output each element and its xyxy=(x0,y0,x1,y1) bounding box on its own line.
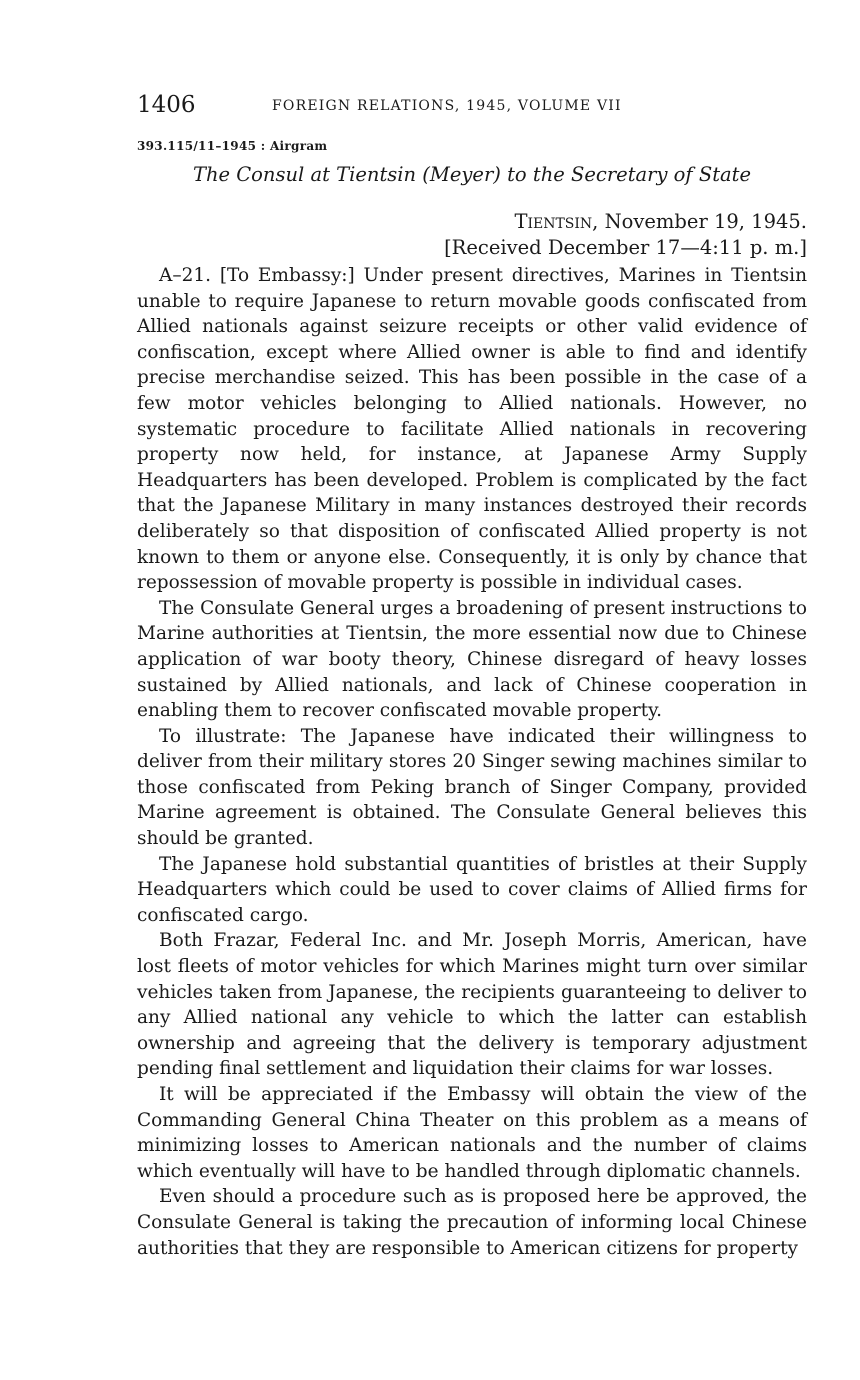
date: , November 19, 1945. xyxy=(592,210,807,233)
paragraph: A–21. [To Embassy:] Under present directives, Marines in Tientsin unable to require Japanese to return movable goods confiscated from Allied nationals against seizure receipts or other valid evidence of confiscation, except where Allied owner is able to find and identify precise merchandise seized. This has been possible in the case of a few motor vehicles belonging to Allied nationals. However, no systematic procedure to facilitate Allied nationals in recovering property now held, for instance, at Japanese Army Supply Headquarters has been developed. Problem is complicated by the fact that the Japanese Military in many instances destroyed their records deliberately so that disposition of confiscated Allied property is not known to them or anyone else. Consequently, it is only by chance that repossession of movable property is possible in individual cases. xyxy=(137,265,807,594)
paragraph: The Japanese hold substantial quantities of bristles at their Supply Headquarters which could be used to cover claims of Allied firms for confiscated cargo. xyxy=(137,853,807,926)
place-date-line xyxy=(137,209,807,235)
received-line: [Received December 17—4:11 p. m.] xyxy=(444,236,807,259)
paragraph: Even should a procedure such as is proposed here be approved, the Consulate General is taking the precaution of informing local Chinese authorities that they are responsible to American citizens for property xyxy=(137,1186,807,1259)
running-head xyxy=(137,92,807,122)
document-title: The Consul at Tientsin (Meyer) to the Secretary of State xyxy=(192,163,752,186)
running-title: FOREIGN RELATIONS, 1945, VOLUME VII xyxy=(272,98,622,114)
page xyxy=(137,92,807,1261)
place: Tientsin xyxy=(514,210,593,233)
page-number: 1406 xyxy=(137,92,196,118)
dateline xyxy=(137,209,807,261)
body-text xyxy=(137,263,807,1261)
paragraph: To illustrate: The Japanese have indicated their willingness to deliver from their military stores 20 Singer sewing machines similar to those confiscated from Peking branch of Singer Company, provided Marine agreement is obtained. The Consulate General believes this should be granted. xyxy=(137,725,807,850)
paragraph: It will be appreciated if the Embassy will obtain the view of the Commanding General China Theater on this problem as a means of minimizing losses to American nationals and the number of claims which eventually will have to be handled through diplomatic channels. xyxy=(137,1084,807,1182)
file-reference: 393.115/11–1945 : Airgram xyxy=(137,139,328,153)
paragraph: Both Frazar, Federal Inc. and Mr. Joseph Morris, American, have lost fleets of motor vehicles for which Marines might turn over similar vehicles taken from Japanese, the recipients guaranteeing to deliver to any Allied national any vehicle to which the latter can establish ownership and agreeing that the delivery is temporary adjustment pending final settlement and liquidation their claims for war losses. xyxy=(137,930,807,1080)
paragraph: The Consulate General urges a broadening of present instructions to Marine authorities at Tientsin, the more essential now due to Chinese application of war booty theory, Chinese disregard of heavy losses sustained by Allied nationals, and lack of Chinese cooperation in enabling them to recover confiscated movable property. xyxy=(137,597,807,722)
